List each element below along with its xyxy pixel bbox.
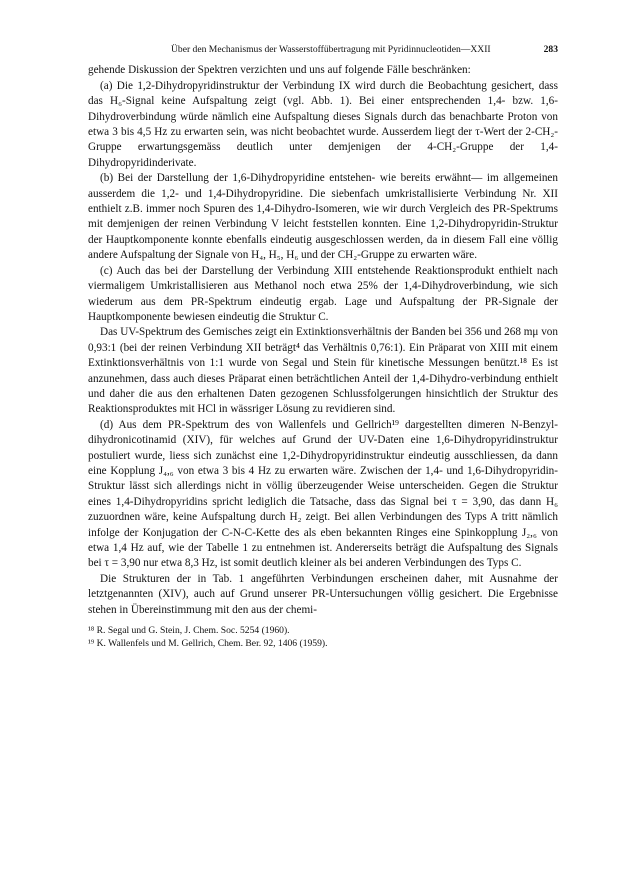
paragraph-d: (d) Aus dem PR-Spektrum des von Wallenfels und Gellrich¹⁹ dargestellten dimeren N-Benzyl-dihydronicotinamid (XIV), für welches auf Grund der UV-Daten eine 1,6-Dihydropyridinstruktur postuliert wurde, liess sich zunächst eine 1,2-Dihydropyridinstruktur eindeutig ausschliessen, da dann eine Kopplung J₄,₆ von etwa 3 bis 4 Hz zu erwarten wäre. Zwischen der 1,4- und 1,6-Dihydropyridin-Struktur lässt sich allerdings nicht in völlig überzeugender Weise unterscheiden. Gegen die Struktur eines 1,4-Dihydropyridins spricht lediglich die Tatsache, dass das Signal bei τ = 3,90, das dann H₆ zuzuordnen wäre, keine Aufspaltung durch H₂ zeigt. Bei allen Verbindungen des Typs A tritt nämlich infolge der Konjugation der C-N-C-Kette des als eben bekannten Ringes eine Spinkopplung J₂,₆ von etwa 1,4 Hz auf, wie der Tabelle 1 zu entnehmen ist. Andererseits beträgt die Aufspaltung des Signals bei τ = 3,90 nur etwa 8,3 Hz, ist somit deutlich kleiner als bei anderen Verbindungen des Typs C.: [88, 418, 558, 570]
page-number: 283: [543, 44, 558, 55]
paragraph-a: (a) Die 1,2-Dihydropyridinstruktur der Verbindung IX wird durch die Beobachtung gesichert, dass das H₆-Signal keine Aufspaltung zeigt (vgl. Abb. 1). Bei einer entsprechenden 1,4- bzw. 1,6-Dihydroverbindung würde nämlich eine Aufspaltung dieses Signals durch das benachbarte Proton von etwa 3 bis 4,5 Hz zu erwarten sein, was nicht beobachtet wurde. Ausserdem liegt der τ-Wert der 2-CH₂-Gruppe erwartungsgemäss deutlich unter demjenigen der 4-CH₂-Gruppe der 1,4-Dihydropyridinderivate.: [88, 79, 558, 169]
paragraph-conclusion: Die Strukturen der in Tab. 1 angeführten Verbindungen erscheinen daher, mit Ausnahme der letztgenannten (XIV), auch auf Grund unserer PR-Untersuchungen völlig gesichert. Die Ergebnisse stehen in Übereinstimmung mit den aus der chemi-: [88, 572, 558, 616]
paragraph-b: (b) Bei der Darstellung der 1,6-Dihydropyridine entstehen- wie bereits erwähnt— im allgemeinen ausserdem die 1,2- und 1,4-Dihydropyridine. Die siebenfach umkristallisierte Verbindung Nr. XII enthielt z.B. immer noch Spuren des 1,4-Dihydro-Isomeren, wie wir durch Vergleich des PR-Spektrums mit demjenigen der reinen Verbindung V leicht feststellen konnten. Eine 1,2-Dihydropyridin-Struktur der Hauptkomponente konnte ebenfalls eindeutig ausgeschlossen werden, da in diesem Fall eine völlig andere Aufspaltung der Signale von H₄, H₅, H₆ und der CH₂-Gruppe zu erwarten wäre.: [88, 172, 558, 262]
footnotes: [88, 624, 558, 650]
paragraph-continuation: gehende Diskussion der Spektren verzichten und uns auf folgende Fälle beschränken:: [88, 64, 471, 77]
running-header: [88, 42, 558, 57]
body-text: [88, 63, 558, 618]
footnote-19: ¹⁹ K. Wallenfels und M. Gellrich, Chem. Ber. 92, 1406 (1959).: [88, 638, 328, 650]
page: [88, 42, 558, 650]
running-title: Über den Mechanismus der Wasserstoffübertragung mit Pyridinnucleotiden—XXII: [170, 44, 491, 55]
paragraph-uv-spectrum: Das UV-Spektrum des Gemisches zeigt ein Extinktionsverhältnis der Banden bei 356 und 268 mμ von 0,93:1 (bei der reinen Verbindung XII beträgt⁴ das Verhältnis 0,76:1). Ein Präparat von XIII mit einem Extinktionsverhältnis von 1:1 wurde von Segal und Stein für kinetische Messungen benützt.¹⁸ Es ist anzunehmen, dass auch dieses Präparat einen beträchtlichen Anteil der 1,4-Dihydro-verbindung enthielt und daher die aus den erhaltenen Daten gezogenen Schlussfolgerungen hinsichtlich der Struktur des Reaktionsproduktes mit HCl in wässriger Lösung zu revidieren sind.: [88, 326, 558, 416]
paragraph-c: (c) Auch das bei der Darstellung der Verbindung XIII entstehende Reaktionsprodukt enthielt nach viermaligem Umkristallisieren aus Methanol noch etwa 25% der 1,4-Dihydroverbindung, wie sich wiederum aus dem PR-Spektrum eindeutig ergab. Lage und Aufspaltung der PR-Signale der Hauptkomponente bewiesen eindeutig die Struktur C.: [88, 264, 558, 323]
footnote-18: ¹⁸ R. Segal und G. Stein, J. Chem. Soc. 5254 (1960).: [88, 625, 290, 637]
